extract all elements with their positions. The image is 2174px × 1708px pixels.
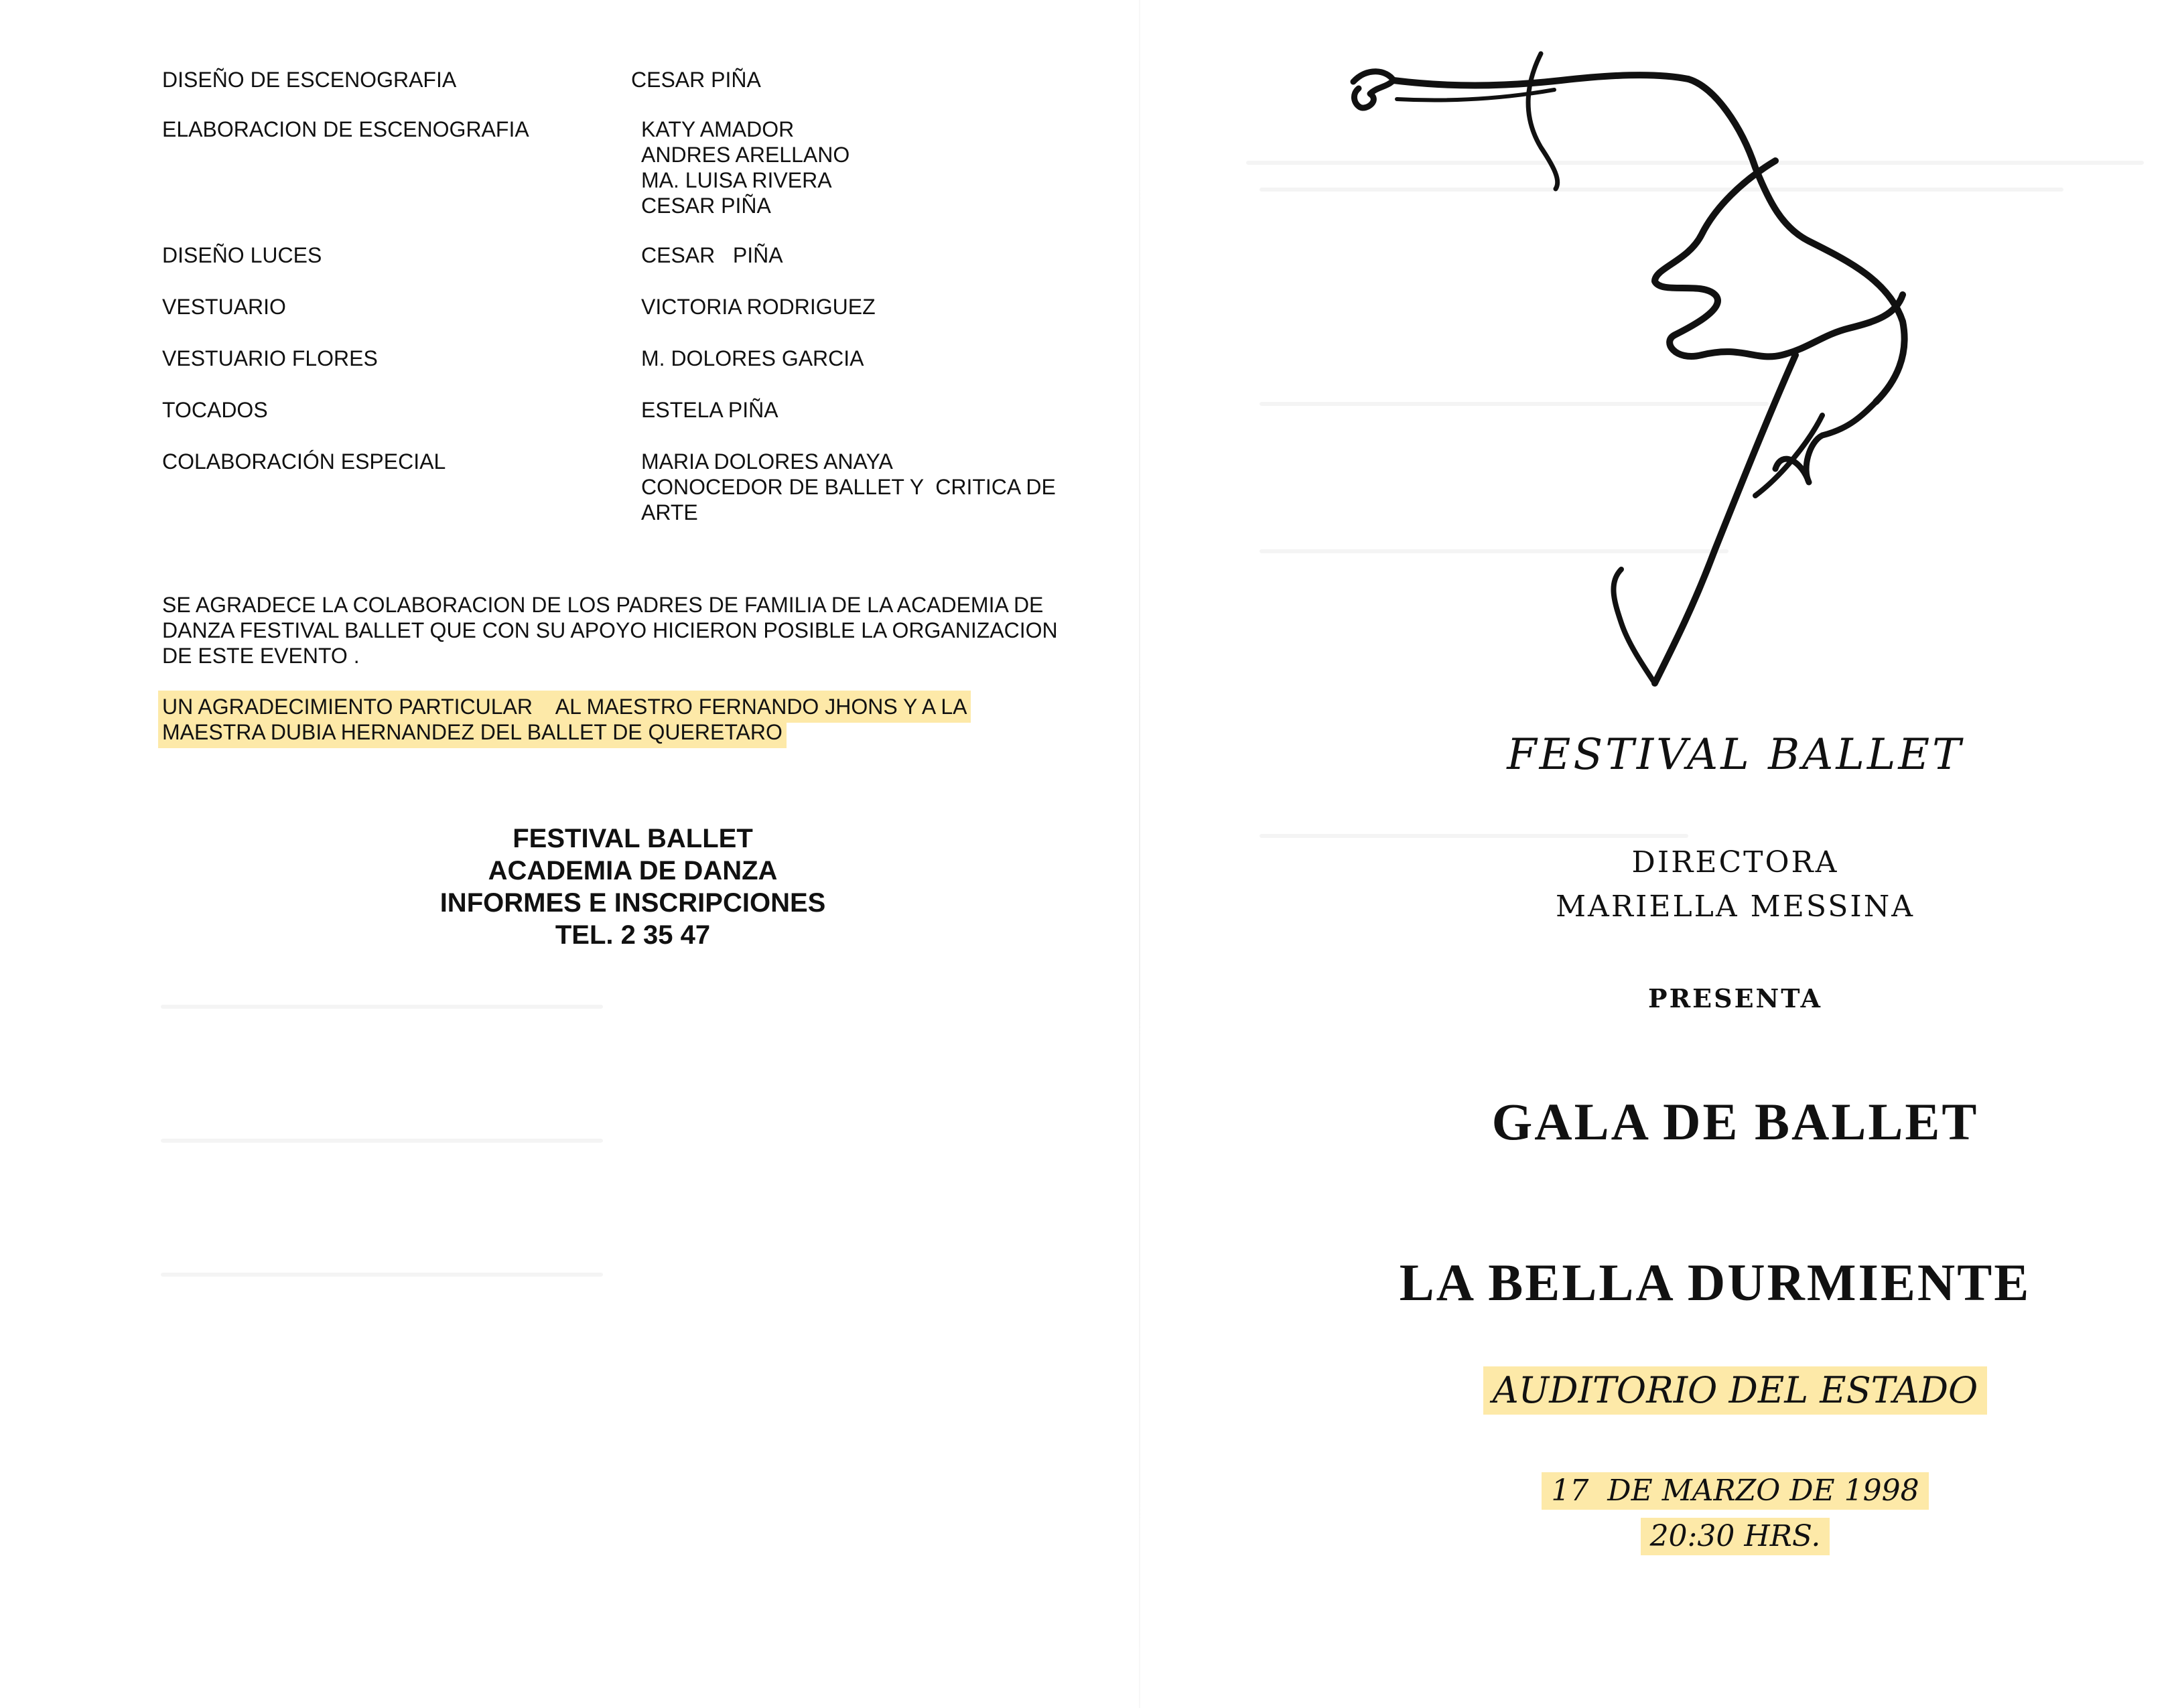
- credit-role: ELABORACION DE ESCENOGRAFIA: [162, 117, 529, 141]
- special-thanks: [162, 694, 1113, 745]
- credit-row: [162, 397, 1113, 423]
- contact-block: [162, 823, 1103, 951]
- credit-name: ARTE: [641, 500, 698, 524]
- credit-names: [641, 346, 1113, 371]
- presents-label: PRESENTA: [1648, 983, 1822, 1013]
- bleed-through: [161, 1273, 603, 1277]
- date-wrap: [1333, 1472, 2137, 1510]
- bleed-through: [1260, 834, 1688, 838]
- credit-role: VESTUARIO FLORES: [162, 346, 378, 370]
- venue: AUDITORIO DEL ESTADO: [1483, 1366, 1988, 1415]
- credit-names: [641, 397, 1113, 423]
- highlighted-line-wrap: [162, 719, 1113, 745]
- contact-line: FESTIVAL BALLET: [513, 824, 753, 853]
- credit-name: VICTORIA RODRIGUEZ: [641, 295, 876, 319]
- director-name: MARIELLA MESSINA: [1556, 889, 1915, 924]
- highlighted-line-wrap: [162, 694, 1113, 719]
- credit-name: ANDRES ARELLANO: [641, 143, 850, 167]
- credit-row: [162, 449, 1113, 525]
- credit-name: CESAR PIÑA: [641, 243, 783, 267]
- credit-name: CONOCEDOR DE BALLET Y CRITICA DE: [641, 475, 1056, 499]
- highlighted-line: MAESTRA DUBIA HERNANDEZ DEL BALLET DE QUERETARO: [162, 720, 783, 744]
- credit-names: [641, 294, 1113, 319]
- event-date: 17 DE MARZO DE 1998: [1542, 1472, 1928, 1510]
- highlighted-line: UN AGRADECIMIENTO PARTICULAR AL MAESTRO FERNANDO JHONS Y A LA: [162, 695, 967, 719]
- credit-names: [641, 242, 1113, 268]
- paragraph-line: DANZA FESTIVAL BALLET QUE CON SU APOYO HICIERON POSIBLE LA ORGANIZACION: [162, 618, 1058, 642]
- credit-role: VESTUARIO: [162, 295, 286, 319]
- venue-wrap: [1333, 1366, 2137, 1415]
- credit-row: [162, 117, 1113, 218]
- parents-thanks: [162, 592, 1113, 668]
- bleed-through: [161, 1005, 603, 1009]
- paragraph-line: DE ESTE EVENTO .: [162, 644, 360, 668]
- credit-names: [631, 67, 1113, 92]
- credit-name: MARIA DOLORES ANAYA: [641, 449, 893, 474]
- contact-line: ACADEMIA DE DANZA: [488, 856, 778, 885]
- credit-role: DISEÑO DE ESCENOGRAFIA: [162, 68, 457, 92]
- credit-row: [162, 294, 1113, 319]
- paragraph-line: SE AGRADECE LA COLABORACION DE LOS PADRES DE FAMILIA DE LA ACADEMIA DE: [162, 593, 1044, 617]
- work-title: LA BELLA DURMIENTE: [1399, 1253, 2031, 1311]
- credit-role: TOCADOS: [162, 398, 268, 422]
- credit-name: KATY AMADOR: [641, 117, 795, 141]
- event-time: 20:30 HRS.: [1641, 1518, 1830, 1555]
- credit-role: COLABORACIÓN ESPECIAL: [162, 449, 446, 474]
- credit-row: [162, 242, 1113, 268]
- credits-section: [162, 67, 1113, 745]
- credit-name: MA. LUISA RIVERA: [641, 168, 832, 192]
- time-wrap: [1333, 1518, 2137, 1555]
- credit-name: ESTELA PIÑA: [641, 398, 778, 422]
- credit-name: M. DOLORES GARCIA: [641, 346, 864, 370]
- credit-names: [641, 449, 1113, 525]
- contact-line: TEL. 2 35 47: [555, 920, 711, 950]
- event-title: GALA DE BALLET: [1491, 1092, 1979, 1151]
- director-label: DIRECTORA: [1631, 845, 1839, 879]
- credit-row: [162, 346, 1113, 371]
- logo-title: FESTIVAL BALLET: [1507, 730, 1964, 780]
- bleed-through: [161, 1139, 603, 1143]
- credit-name: CESAR PIÑA: [641, 194, 771, 218]
- contact-line: INFORMES E INSCRIPCIONES: [439, 888, 826, 918]
- dancer-line-drawing: [1340, 40, 1970, 703]
- fold-line: [1139, 0, 1140, 1708]
- credit-name: CESAR PIÑA: [631, 68, 761, 92]
- credit-names: [641, 117, 1113, 218]
- credit-row: [162, 67, 1113, 92]
- credit-role: DISEÑO LUCES: [162, 243, 322, 267]
